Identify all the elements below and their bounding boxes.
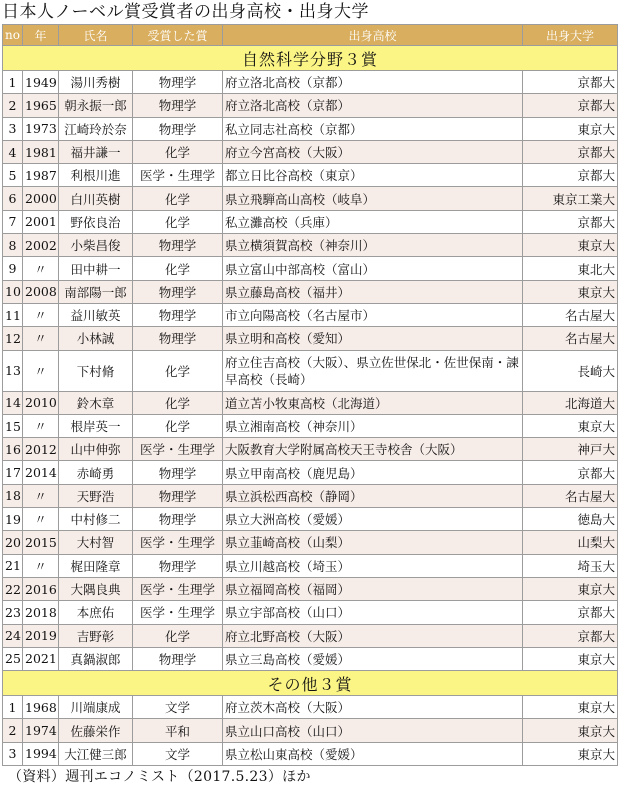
- cell-year: 1973: [23, 117, 59, 140]
- cell-no: 1: [3, 71, 23, 94]
- cell-high-school: 道立苫小牧東高校（北海道）: [223, 391, 523, 414]
- cell-high-school: 府立北野高校（大阪）: [223, 624, 523, 647]
- cell-university: 北海道大: [523, 391, 618, 414]
- table-row: [3, 94, 618, 117]
- header-high-school: 出身高校: [223, 25, 523, 46]
- cell-high-school: 府立茨木高校（大阪）: [223, 696, 523, 719]
- cell-no: 6: [3, 187, 23, 210]
- cell-high-school: 私立灘高校（兵庫）: [223, 210, 523, 233]
- cell-university: 東京大: [523, 647, 618, 670]
- cell-high-school: 府立洛北高校（京都）: [223, 94, 523, 117]
- table-row: [3, 350, 618, 391]
- table-row: [3, 414, 618, 437]
- cell-year: 〃: [23, 327, 59, 350]
- cell-no: 18: [3, 484, 23, 507]
- cell-prize: 医学・生理学: [133, 531, 223, 554]
- cell-university: 名古屋大: [523, 484, 618, 507]
- cell-year: 2015: [23, 531, 59, 554]
- table-row: [3, 164, 618, 187]
- cell-prize: 化学: [133, 140, 223, 163]
- cell-no: 3: [3, 117, 23, 140]
- header-year: 年: [23, 25, 59, 46]
- cell-high-school: 県立福岡高校（福岡）: [223, 577, 523, 600]
- cell-high-school: 県立大洲高校（愛媛）: [223, 508, 523, 531]
- cell-university: 京都大: [523, 210, 618, 233]
- cell-university: 徳島大: [523, 508, 618, 531]
- cell-university: 東京大: [523, 280, 618, 303]
- cell-name: 山中伸弥: [59, 438, 133, 461]
- cell-high-school: 県立三島高校（愛媛）: [223, 647, 523, 670]
- cell-year: 2000: [23, 187, 59, 210]
- cell-no: 10: [3, 280, 23, 303]
- cell-no: 4: [3, 140, 23, 163]
- cell-no: 17: [3, 461, 23, 484]
- cell-high-school: 大阪教育大学附属高校天王寺校舎（大阪）: [223, 438, 523, 461]
- section-heading: その他３賞: [3, 671, 618, 696]
- cell-university: 東京工業大: [523, 187, 618, 210]
- cell-high-school: 県立山口高校（山口）: [223, 719, 523, 742]
- cell-high-school: 県立湘南高校（神奈川）: [223, 414, 523, 437]
- cell-year: 2008: [23, 280, 59, 303]
- cell-high-school: 県立飛騨高山高校（岐阜）: [223, 187, 523, 210]
- cell-year: 〃: [23, 303, 59, 326]
- cell-year: 〃: [23, 554, 59, 577]
- cell-name: 川端康成: [59, 696, 133, 719]
- cell-prize: 医学・生理学: [133, 438, 223, 461]
- cell-no: 25: [3, 647, 23, 670]
- cell-university: 埼玉大: [523, 554, 618, 577]
- cell-prize: 医学・生理学: [133, 577, 223, 600]
- table-row: [3, 461, 618, 484]
- cell-university: 京都大: [523, 71, 618, 94]
- cell-year: 〃: [23, 414, 59, 437]
- cell-year: 2021: [23, 647, 59, 670]
- cell-name: 中村修二: [59, 508, 133, 531]
- cell-name: 湯川秀樹: [59, 71, 133, 94]
- header-no: no: [3, 25, 23, 46]
- table-row: [3, 303, 618, 326]
- cell-name: 天野浩: [59, 484, 133, 507]
- cell-year: 1949: [23, 71, 59, 94]
- table-row: [3, 438, 618, 461]
- cell-name: 大江健三郎: [59, 742, 133, 765]
- cell-prize: 物理学: [133, 234, 223, 257]
- cell-name: 梶田隆章: [59, 554, 133, 577]
- cell-prize: 物理学: [133, 280, 223, 303]
- cell-high-school: 県立川越高校（埼玉）: [223, 554, 523, 577]
- cell-university: 東京大: [523, 577, 618, 600]
- cell-prize: 文学: [133, 742, 223, 765]
- cell-high-school: 私立同志社高校（京都）: [223, 117, 523, 140]
- cell-university: 東京大: [523, 234, 618, 257]
- table-row: [3, 624, 618, 647]
- cell-prize: 物理学: [133, 327, 223, 350]
- cell-university: 京都大: [523, 164, 618, 187]
- cell-year: 1968: [23, 696, 59, 719]
- cell-high-school: 県立明和高校（愛知）: [223, 327, 523, 350]
- cell-name: 鈴木章: [59, 391, 133, 414]
- cell-no: 2: [3, 94, 23, 117]
- cell-university: 山梨大: [523, 531, 618, 554]
- cell-no: 5: [3, 164, 23, 187]
- cell-prize: 化学: [133, 350, 223, 391]
- cell-university: 東京大: [523, 414, 618, 437]
- cell-name: 野依良治: [59, 210, 133, 233]
- cell-name: 下村脩: [59, 350, 133, 391]
- cell-year: 1981: [23, 140, 59, 163]
- cell-no: 19: [3, 508, 23, 531]
- cell-name: 赤崎勇: [59, 461, 133, 484]
- table-body: [3, 46, 618, 766]
- cell-university: 京都大: [523, 140, 618, 163]
- cell-no: 23: [3, 601, 23, 624]
- cell-high-school: 県立藤島高校（福井）: [223, 280, 523, 303]
- cell-no: 14: [3, 391, 23, 414]
- cell-high-school: 府立洛北高校（京都）: [223, 71, 523, 94]
- cell-prize: 平和: [133, 719, 223, 742]
- cell-no: 12: [3, 327, 23, 350]
- cell-prize: 物理学: [133, 117, 223, 140]
- cell-prize: 物理学: [133, 94, 223, 117]
- table-row: [3, 391, 618, 414]
- cell-name: 田中耕一: [59, 257, 133, 280]
- table-row: [3, 696, 618, 719]
- cell-prize: 物理学: [133, 461, 223, 484]
- cell-year: 2014: [23, 461, 59, 484]
- cell-year: 1974: [23, 719, 59, 742]
- cell-university: 東京大: [523, 696, 618, 719]
- cell-no: 3: [3, 742, 23, 765]
- cell-university: 名古屋大: [523, 303, 618, 326]
- cell-year: 2016: [23, 577, 59, 600]
- cell-name: 利根川進: [59, 164, 133, 187]
- cell-name: 大隅良典: [59, 577, 133, 600]
- cell-no: 9: [3, 257, 23, 280]
- table-row: [3, 327, 618, 350]
- cell-name: 朝永振一郎: [59, 94, 133, 117]
- cell-name: 大村智: [59, 531, 133, 554]
- section-heading: 自然科学分野３賞: [3, 46, 618, 71]
- cell-no: 13: [3, 350, 23, 391]
- table-row: [3, 531, 618, 554]
- table-row: [3, 601, 618, 624]
- cell-name: 本庶佑: [59, 601, 133, 624]
- header-university: 出身大学: [523, 25, 618, 46]
- cell-year: 2001: [23, 210, 59, 233]
- cell-no: 8: [3, 234, 23, 257]
- cell-year: 1965: [23, 94, 59, 117]
- cell-high-school: 都立日比谷高校（東京）: [223, 164, 523, 187]
- laureates-table: [2, 24, 618, 766]
- cell-no: 16: [3, 438, 23, 461]
- cell-prize: 文学: [133, 696, 223, 719]
- cell-prize: 物理学: [133, 71, 223, 94]
- cell-prize: 物理学: [133, 508, 223, 531]
- section-header-row: [3, 671, 618, 696]
- cell-high-school: 県立韮崎高校（山梨）: [223, 531, 523, 554]
- cell-university: 東京大: [523, 719, 618, 742]
- page-title: 日本人ノーベル賞受賞者の出身高校・出身大学: [2, 2, 369, 22]
- cell-prize: 化学: [133, 391, 223, 414]
- cell-no: 20: [3, 531, 23, 554]
- table-row: [3, 577, 618, 600]
- cell-year: 〃: [23, 484, 59, 507]
- cell-prize: 物理学: [133, 484, 223, 507]
- cell-university: 京都大: [523, 461, 618, 484]
- header-prize: 受賞した賞: [133, 25, 223, 46]
- section-header-row: [3, 46, 618, 71]
- cell-year: 〃: [23, 508, 59, 531]
- cell-name: 小林誠: [59, 327, 133, 350]
- cell-university: 長崎大: [523, 350, 618, 391]
- table-row: [3, 210, 618, 233]
- table-row: [3, 187, 618, 210]
- cell-year: 〃: [23, 350, 59, 391]
- cell-prize: 化学: [133, 414, 223, 437]
- cell-high-school: 府立住吉高校（大阪）、県立佐世保北・佐世保南・諫早高校（長崎）: [223, 350, 523, 391]
- cell-prize: 医学・生理学: [133, 601, 223, 624]
- table-header-row: [3, 25, 618, 46]
- table-row: [3, 742, 618, 765]
- cell-high-school: 府立今宮高校（大阪）: [223, 140, 523, 163]
- cell-prize: 化学: [133, 257, 223, 280]
- header-name: 氏名: [59, 25, 133, 46]
- cell-year: 1987: [23, 164, 59, 187]
- cell-university: 神戸大: [523, 438, 618, 461]
- cell-year: 2010: [23, 391, 59, 414]
- cell-no: 11: [3, 303, 23, 326]
- cell-name: 南部陽一郎: [59, 280, 133, 303]
- cell-prize: 物理学: [133, 554, 223, 577]
- source-note: （資料）週刊エコノミスト（2017.5.23）ほか: [8, 769, 311, 785]
- cell-no: 7: [3, 210, 23, 233]
- cell-high-school: 県立宇部高校（山口）: [223, 601, 523, 624]
- table-row: [3, 257, 618, 280]
- cell-no: 1: [3, 696, 23, 719]
- cell-university: 名古屋大: [523, 327, 618, 350]
- cell-prize: 化学: [133, 210, 223, 233]
- cell-high-school: 県立富山中部高校（富山）: [223, 257, 523, 280]
- cell-high-school: 県立浜松西高校（静岡）: [223, 484, 523, 507]
- cell-name: 白川英樹: [59, 187, 133, 210]
- cell-year: 2002: [23, 234, 59, 257]
- cell-year: 2018: [23, 601, 59, 624]
- table-row: [3, 117, 618, 140]
- cell-prize: 化学: [133, 187, 223, 210]
- cell-year: 1994: [23, 742, 59, 765]
- table-row: [3, 508, 618, 531]
- table-row: [3, 647, 618, 670]
- cell-university: 東京大: [523, 742, 618, 765]
- cell-prize: 医学・生理学: [133, 164, 223, 187]
- cell-name: 根岸英一: [59, 414, 133, 437]
- cell-high-school: 市立向陽高校（名古屋市）: [223, 303, 523, 326]
- cell-no: 24: [3, 624, 23, 647]
- cell-name: 真鍋淑郎: [59, 647, 133, 670]
- cell-name: 江崎玲於奈: [59, 117, 133, 140]
- cell-no: 15: [3, 414, 23, 437]
- cell-no: 21: [3, 554, 23, 577]
- cell-no: 2: [3, 719, 23, 742]
- table-row: [3, 140, 618, 163]
- cell-name: 吉野彰: [59, 624, 133, 647]
- cell-name: 小柴昌俊: [59, 234, 133, 257]
- cell-prize: 化学: [133, 624, 223, 647]
- cell-high-school: 県立松山東高校（愛媛）: [223, 742, 523, 765]
- table-row: [3, 554, 618, 577]
- table-row: [3, 719, 618, 742]
- cell-year: 2019: [23, 624, 59, 647]
- cell-year: 〃: [23, 257, 59, 280]
- cell-university: 東北大: [523, 257, 618, 280]
- cell-university: 京都大: [523, 624, 618, 647]
- cell-name: 佐藤栄作: [59, 719, 133, 742]
- cell-name: 福井謙一: [59, 140, 133, 163]
- cell-university: 京都大: [523, 601, 618, 624]
- table-row: [3, 280, 618, 303]
- cell-prize: 物理学: [133, 647, 223, 670]
- cell-no: 22: [3, 577, 23, 600]
- cell-high-school: 県立横須賀高校（神奈川）: [223, 234, 523, 257]
- cell-university: 京都大: [523, 94, 618, 117]
- table-row: [3, 234, 618, 257]
- cell-year: 2012: [23, 438, 59, 461]
- table-row: [3, 71, 618, 94]
- cell-high-school: 県立甲南高校（鹿児島）: [223, 461, 523, 484]
- cell-name: 益川敏英: [59, 303, 133, 326]
- table-row: [3, 484, 618, 507]
- cell-prize: 物理学: [133, 303, 223, 326]
- cell-university: 東京大: [523, 117, 618, 140]
